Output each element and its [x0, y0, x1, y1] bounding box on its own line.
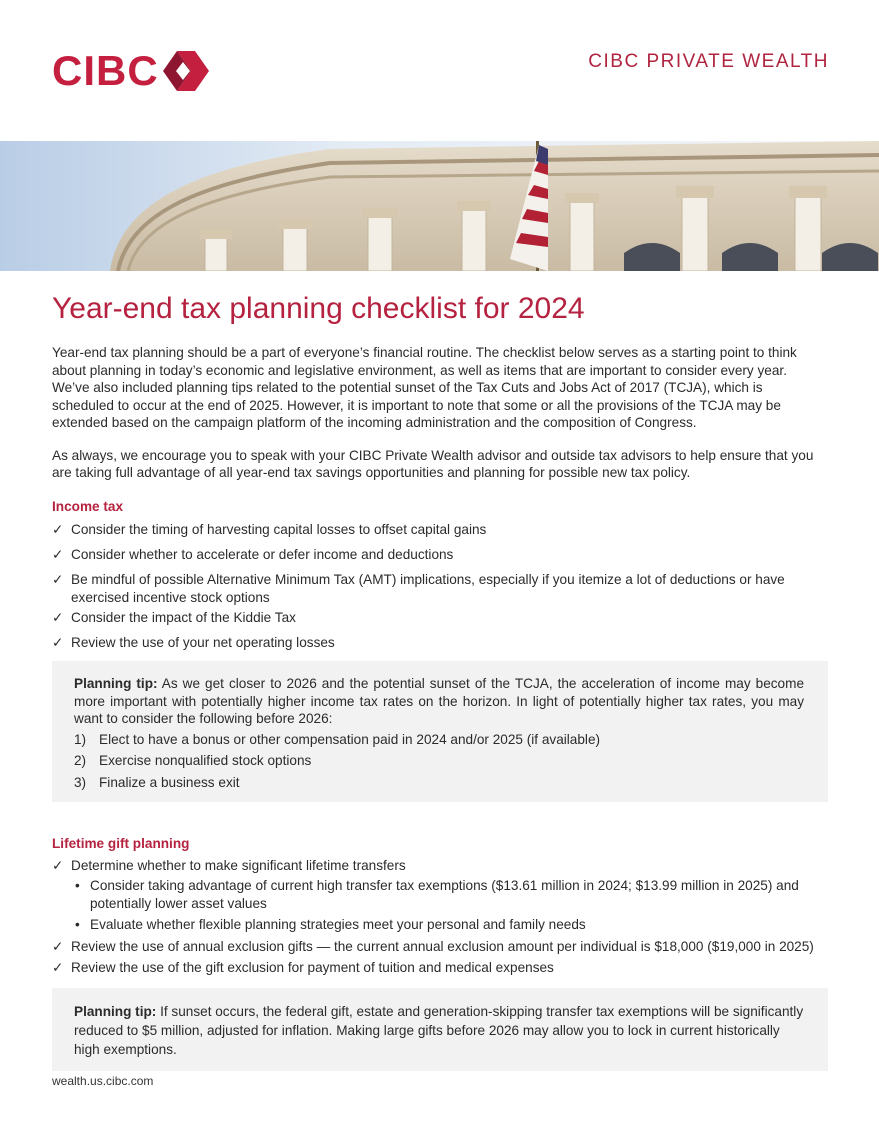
checklist-item-text: Review the use of annual exclusion gifts — the current annual exclusion amount per individual is $18,000 ($19,000 in 2025) — [71, 938, 814, 954]
capitol-hero-image — [0, 141, 879, 271]
checklist-item-text: Consider whether to accelerate or defer income and deductions — [71, 546, 454, 562]
tip-number: 2) — [74, 753, 87, 768]
planning-tip-label: Planning tip: — [74, 676, 158, 691]
sublist-item — [71, 877, 828, 912]
checklist-item-text: Be mindful of possible Alternative Minimum Tax (AMT) implications, especially if you itemize a lot of deductions or have exercised incentive stock options — [71, 572, 785, 605]
tip-item-text: Finalize a business exit — [99, 774, 240, 790]
check-icon: ✓ — [52, 857, 64, 873]
planning-tip-income-text — [74, 675, 804, 728]
sublist-item-text: Evaluate whether flexible planning strategies meet your personal and family needs — [90, 917, 586, 932]
logo-wordmark: CIBC — [52, 47, 159, 94]
gift-planning-heading: Lifetime gift planning — [52, 836, 190, 851]
checklist-item-text: Review the use of your net operating losses — [71, 634, 335, 650]
tip-list-item — [74, 774, 804, 792]
checklist-item — [52, 571, 828, 606]
tip-list-item — [74, 731, 804, 749]
checklist-item — [52, 634, 828, 652]
check-icon: ✓ — [52, 634, 64, 650]
tip-item-text: Elect to have a bonus or other compensation paid in 2024 and/or 2025 (if available) — [99, 731, 601, 747]
check-icon: ✓ — [52, 546, 64, 562]
check-icon: ✓ — [52, 572, 64, 587]
checklist-item — [52, 521, 828, 539]
page-title: Year-end tax planning checklist for 2024 — [52, 292, 585, 325]
cibc-diamond-icon — [163, 51, 209, 91]
cibc-logo — [52, 47, 209, 94]
intro-paragraph-2: As always, we encourage you to speak with your CIBC Private Wealth advisor and outside tax advisors to help ensure that you are taking full advantage of all year-end tax savings opportunities and planning for possible new tax policy. — [52, 447, 814, 480]
tip-number: 3) — [74, 774, 87, 790]
sublist-item — [71, 916, 828, 934]
brand-name: CIBC PRIVATE WEALTH — [588, 51, 829, 72]
tip-list-item — [74, 752, 804, 770]
gift-checklist — [52, 857, 828, 977]
planning-tip-body: As we get closer to 2026 and the potential sunset of the TCJA, the acceleration of income may become more important with potentially higher income tax rates on the horizon. In light of potentially higher tax rates, you may want to consider the following before 2026: — [74, 676, 805, 726]
bullet-icon: • — [75, 917, 80, 932]
checklist-item-text: Consider the impact of the Kiddie Tax — [71, 610, 296, 625]
tip-item-text: Exercise nonqualified stock options — [99, 753, 312, 768]
main-content — [52, 344, 828, 1071]
gift-sublist — [71, 877, 828, 934]
checklist-item — [52, 938, 828, 956]
checklist-item — [52, 857, 828, 934]
tip-number: 1) — [74, 731, 87, 747]
footer-url: wealth.us.cibc.com — [52, 1074, 154, 1088]
check-icon: ✓ — [52, 960, 64, 975]
checklist-item — [52, 959, 828, 977]
income-tax-heading: Income tax — [52, 498, 124, 514]
checklist-item — [52, 609, 828, 627]
checklist-item-text: Determine whether to make significant lifetime transfers — [71, 857, 406, 873]
checklist-item — [52, 546, 828, 564]
sublist-item-text: Consider taking advantage of current high transfer tax exemptions ($13.61 million in 2024; $13.99 million in 2025) and potentially lower asset values — [90, 878, 799, 911]
checklist-item-text: Review the use of the gift exclusion for payment of tuition and medical expenses — [71, 960, 554, 975]
planning-tip-list — [74, 731, 804, 792]
checklist-item-text: Consider the timing of harvesting capital losses to offset capital gains — [71, 522, 487, 537]
planning-tip-body: If sunset occurs, the federal gift, estate and generation-skipping transfer tax exemptions will be significantly reduced to $5 million, adjusted for inflation. Making large gifts before 2026 may allow you to lock in current historically high exemptions. — [74, 1003, 804, 1057]
check-icon: ✓ — [52, 522, 64, 537]
check-icon: ✓ — [52, 938, 64, 954]
planning-tip-label: Planning tip: — [74, 1003, 157, 1019]
income-tax-checklist — [52, 521, 828, 651]
intro-paragraph-1: Year-end tax planning should be a part of everyone’s financial routine. The checklist below serves as a starting point to think about planning in today’s economic and legislative environment, as well as items that are important to consider every year. We’ve also included planning tips related to the potential sunset of the Tax Cuts and Jobs Act of 2017 (TCJA), which is scheduled to occur at the end of 2025. However, it is important to note that some or all the provisions of the TCJA may be extended based on the campaign platform of the incoming administration and the composition of Congress. — [52, 345, 797, 430]
bullet-icon: • — [75, 878, 80, 893]
check-icon: ✓ — [52, 610, 64, 625]
planning-tip-gift — [52, 988, 828, 1071]
planning-tip-income — [52, 661, 828, 802]
